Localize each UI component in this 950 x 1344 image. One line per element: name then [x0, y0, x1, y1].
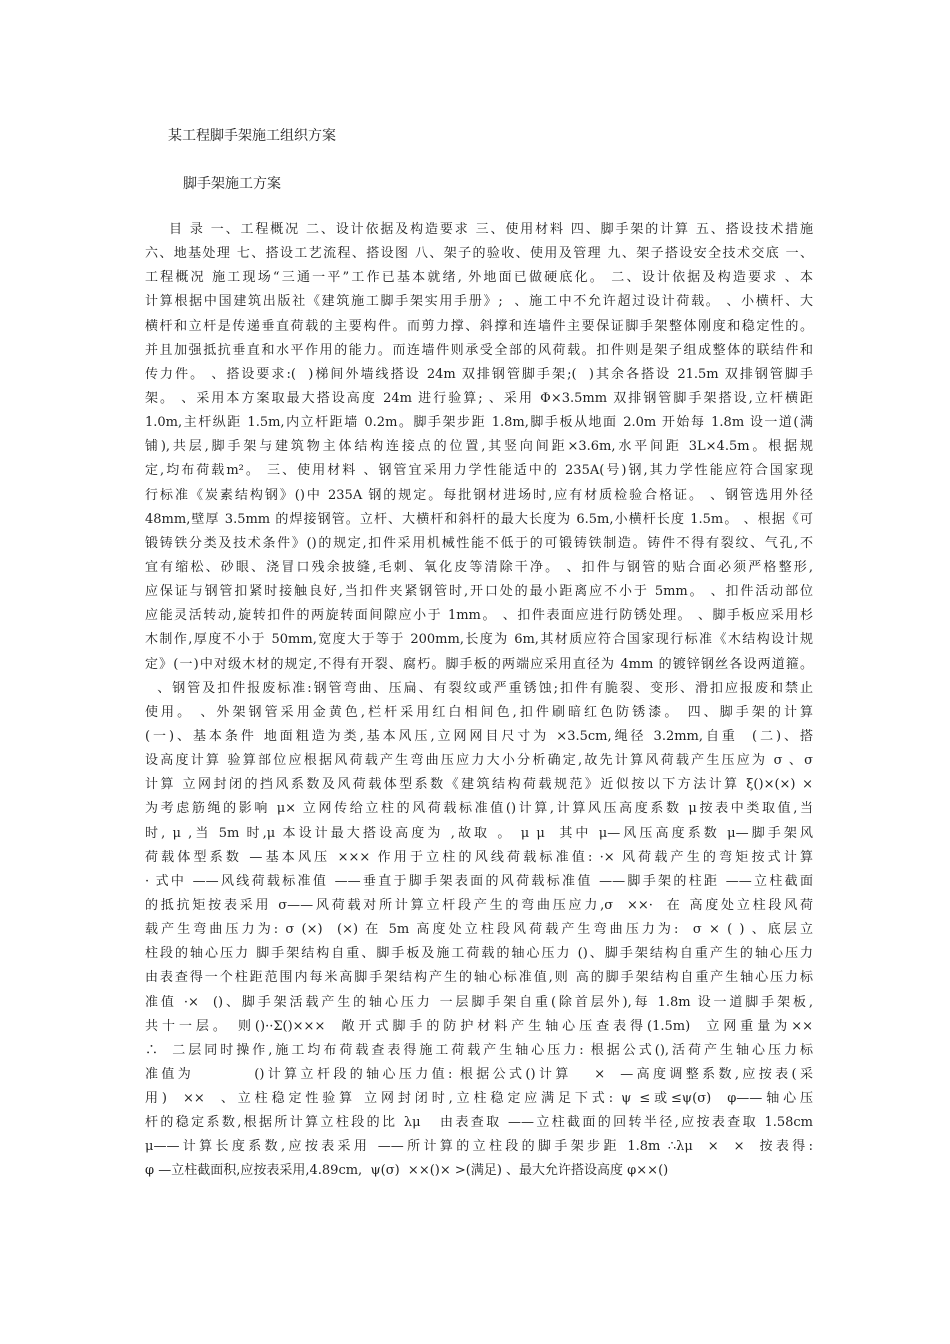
body-text-line: 的抵抗矩按表采用 σ——风荷载对所计算立杆段产生的弯曲压应力,σ ××· 在 高度处立柱段风荷 — [145, 897, 813, 913]
body-text-line: · 式中 ——风线荷载标准值 ——垂直于脚手架表面的风荷载标准值 ——脚手架的柱距 ——立柱截面 — [145, 873, 813, 889]
body-text-line: μ——计算长度系数,应按表采用 ——所计算的立柱段的脚手架步距 1.8m ∴λμ × × 按表得: — [145, 1139, 813, 1155]
body-text-line: 行标准《炭素结构钢》()中 235A 钢的规定。每批钢材进场时,应有材质检验合格证。 、钢管选用外径 — [145, 487, 813, 503]
body-text-line: 宜有缩松、砂眼、浇冒口残余披缝,毛刺、氧化皮等清除干净。 、扣件与钢管的贴合面必须严格整形, — [145, 559, 813, 575]
body-text-line: φ —立柱截面积,应按表采用,4.89cm, ψ(σ) ××()× >(满足) 、最大允许搭设高度 φ××() — [145, 1163, 669, 1179]
body-text-line: 横杆和立杆是传递垂直荷载的主要构件。而剪力撑、斜撑和连墙件主要保证脚手架整体刚度和稳定性的。 — [145, 318, 813, 334]
body-text-line: 应保证与钢管扣紧时接触良好,当扣件夹紧钢管时,开口处的最小距离应不小于 5mm。 、扣件活动部位 — [145, 584, 813, 600]
body-text-line: 应能灵活转动,旋转扣件的两旋转面间隙应小于 1mm。 、扣件表面应进行防锈处理。 、脚手板应采用杉 — [145, 608, 813, 624]
document-title: 某工程脚手架施工组织方案 — [168, 128, 336, 144]
body-text-line: 木制作,厚度不小于 50mm,宽度大于等于 200mm,长度为 6m,其材质应符合国家现行标准《木结构设计规 — [145, 632, 813, 648]
body-text-line: 为考虑筋绳的影响 μ× 立网传给立柱的风荷载标准值()计算,计算风压高度系数 μ按表中类取值,当 — [145, 801, 813, 817]
body-text-line: 用) ×× 、立柱稳定性验算 立网封闭时,立柱稳定应满足下式: ψ ≤或≤ψ(σ) φ——轴心压 — [145, 1091, 813, 1107]
body-text-line: 计算根据中国建筑出版社《建筑施工脚手架实用手册》; 、施工中不允许超过设计荷载。 、小横杆、大 — [145, 294, 813, 310]
document-body — [145, 218, 813, 1184]
body-text-line: 六、地基处理 七、搭设工艺流程、搭设图 八、架子的验收、使用及管理 九、架子搭设安全技术交底 一、 — [145, 246, 813, 262]
body-text-line: 由表查得一个柱距范围内每米高脚手架结构产生的轴心标准值,则 高的脚手架结构自重产生轴心压力标 — [145, 970, 813, 986]
body-text-line: 目 录 一、工程概况 二、设计依据及构造要求 三、使用材料 四、脚手架的计算 五、搭设技术措施 — [145, 222, 813, 237]
body-text-line: ∴ 二层同时操作,施工均布荷载查表得施工荷载产生轴心压力: 根据公式(),活荷产生轴心压力标 — [145, 1042, 813, 1058]
body-text-line: 工程概况 施工现场“三通一平”工作已基本就绪, 外地面已做硬底化。 二、设计依据及构造要求 、本 — [145, 270, 813, 286]
body-text-line: 并且加强抵抗垂直和水平作用的能力。而连墙件则承受全部的风荷载。扣件则是架子组成整体的联结件和 — [145, 342, 813, 358]
body-text-line: 48mm,壁厚 3.5mm 的焊接钢管。立杆、大横杆和斜杆的最大长度为 6.5m,小横杆长度 1.5m。 、根据《可 — [145, 511, 813, 527]
document-subtitle: 脚手架施工方案 — [183, 176, 281, 192]
body-text-line: 锻铸铁分类及技术条件》()的规定,扣件采用机械性能不低于的可锻铸铁制造。铸件不得有裂纹、气孔,不 — [145, 535, 813, 551]
body-text-line: 1.0m,主杆纵距 1.5m,内立杆距墙 0.2m。脚手架步距 1.8m,脚手板从地面 2.0m 开始每 1.8m 设一道(满 — [145, 415, 813, 431]
body-text-line: 准值 ·× ()、脚手架活载产生的轴心压力 一层脚手架自重(除首层外),每 1.8m 设一道脚手架板, — [145, 994, 813, 1010]
body-text-line: 铺),共层,脚手架与建筑物主体结构连接点的位置,其竖向间距×3.6m,水平间距 3L×4.5m。根据规 — [145, 439, 813, 455]
body-text-line: (一)、基本条件 地面粗造为类,基本风压,立网网目尺寸为 ×3.5cm,绳径 3.2mm,自重 (二)、搭 — [145, 728, 813, 744]
body-text-line: 、钢管及扣件报废标准:钢管弯曲、压扁、有裂纹或严重锈蚀;扣件有脆裂、变形、滑扣应报废和禁止 — [145, 680, 813, 696]
body-text-line: 杆的稳定系数,根据所计算立柱段的比 λμ 由表查取 ——立柱截面的回转半径,应按表查取 1.58cm — [145, 1115, 813, 1131]
body-text-line: 定》(一)中对级木材的规定,不得有开裂、腐朽。脚手板的两端应采用直径为 4mm 的镀锌钢丝各设两道箍。 — [145, 656, 813, 672]
body-text-line: 准值为 ()计算立杆段的轴心压力值: 根据公式()计算 × —高度调整系数,应按表(采 — [145, 1066, 813, 1082]
body-text-line: 定,均布荷载m²。 三、使用材料 、钢管宜采用力学性能适中的 235A(号)钢,其力学性能应符合国家现 — [145, 463, 813, 479]
body-text-line: 共十一层。 则()··Σ()××× 敞开式脚手的防护材料产生轴心压查表得(1.5m) 立网重量为×× — [145, 1018, 813, 1034]
body-text-line: 柱段的轴心压力 脚手架结构自重、脚手板及施工荷载的轴心压力 ()、脚手架结构自重产生的轴心压力 — [145, 946, 813, 962]
body-text-line: 传力件。 、搭设要求:( )梯间外墙线搭设 24m 双排钢管脚手架;( )其余各搭设 21.5m 双排钢管脚手 — [145, 366, 813, 382]
body-text-line: 计算 立网封闭的挡风系数及风荷载体型系数《建筑结构荷载规范》近似按以下方法计算 ξ()×(×) × — [145, 777, 813, 793]
body-text-line: 载产生弯曲压力为: σ (×) (×) 在 5m 高度处立柱段风荷载产生弯曲压力为: σ × ( ) 、底层立 — [145, 922, 813, 938]
body-text-line: 时, μ ,当 5m 时,μ 本设计最大搭设高度为 ,故取 。 μ μ 其中 μ—风压高度系数 μ—脚手架风 — [145, 825, 813, 841]
body-text-line: 使用。 、外架钢管采用金黄色,栏杆采用红白相间色,扣件刷暗红色防锈漆。 四、脚手架的计算 — [145, 704, 813, 720]
body-text-line: 设高度计算 验算部位应根据风荷载产生弯曲压应力大小分析确定,故先计算风荷载产生压应为 σ 、σ — [145, 753, 813, 769]
body-text-line: 架。 、采用本方案取最大搭设高度 24m 进行验算; 、采用 Φ×3.5mm 双排钢管脚手架搭设,立杆横距 — [145, 390, 813, 406]
body-text-line: 荷载体型系数 —基本风压 ××× 作用于立柱的风线荷载标准值: ·× 风荷载产生的弯矩按式计算 — [145, 849, 813, 865]
